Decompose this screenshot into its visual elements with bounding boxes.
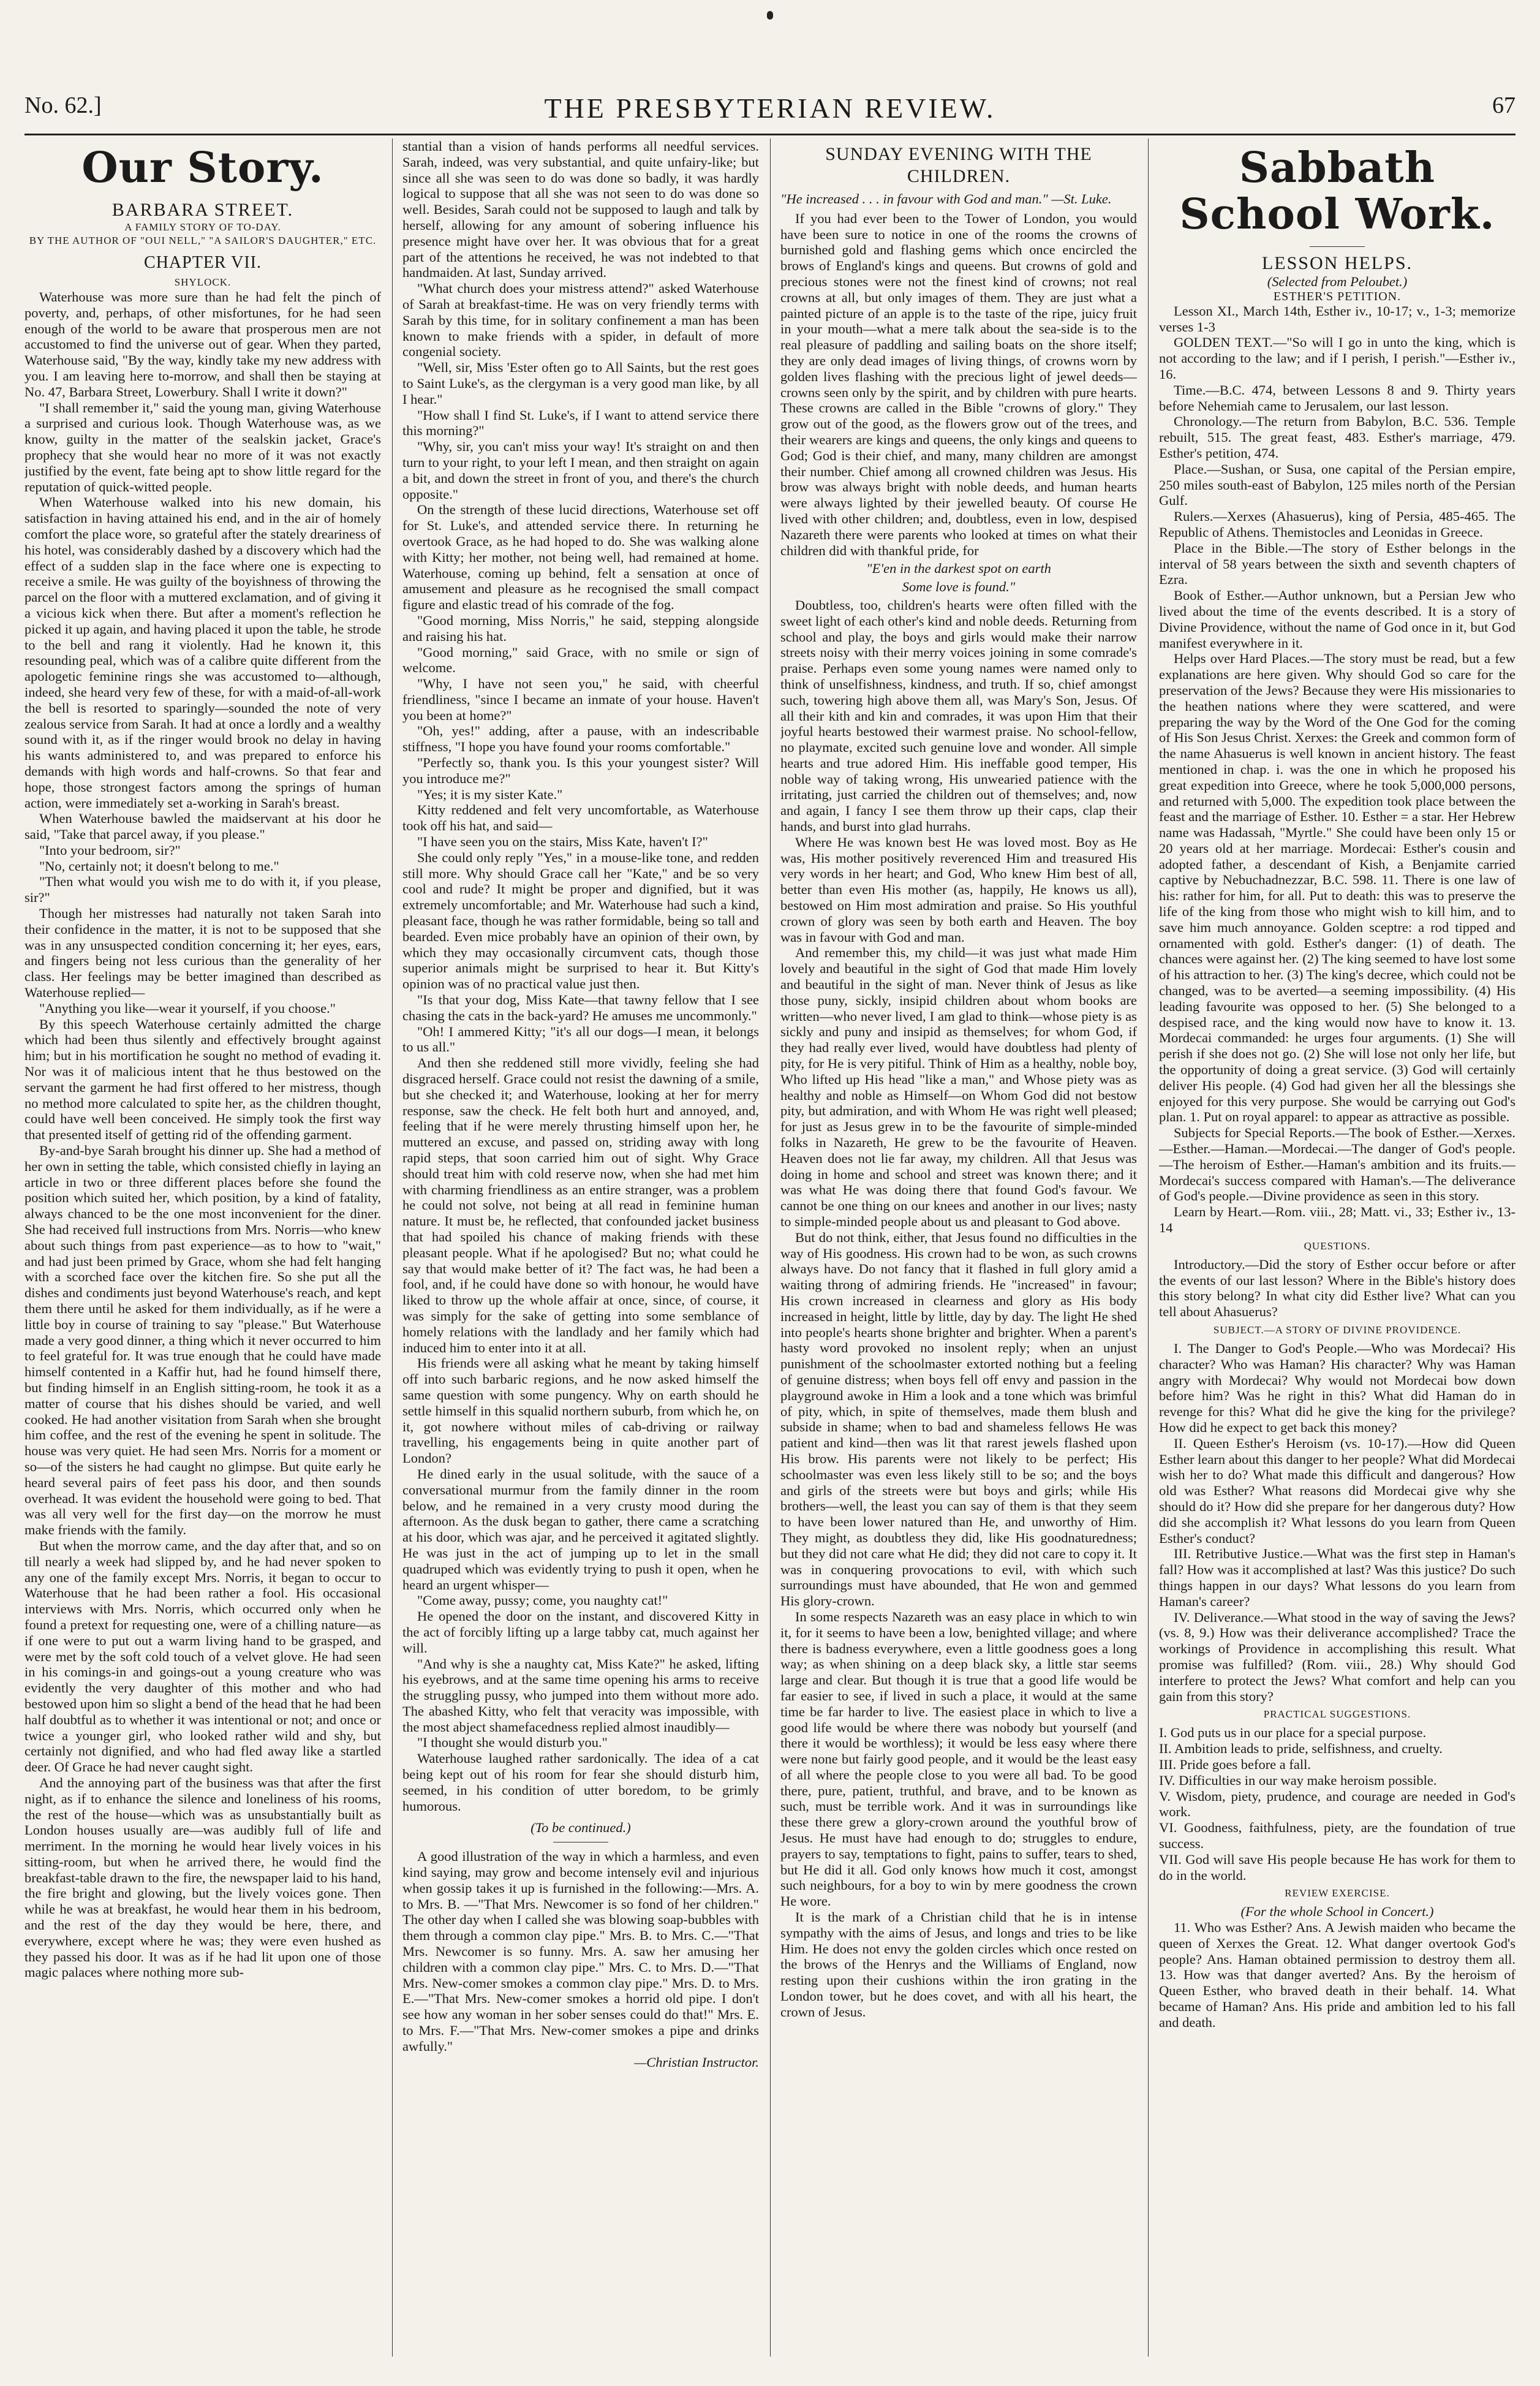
verse-line: "E'en in the darkest spot on earth [866,561,1051,577]
paragraph: By this speech Waterhouse certainly admitted the charge which had been thus silently and effectively brought against him; but in his mortification he sought no method of evading it. Nor was it of malicious intent that he thus bestowed on the servant the garment he had first offered to her mistress, though no method more calculated to spite her, as the children thought, could have well been conceived. He simply took the first way that presented itself of getting rid of the offending garment. [25,1016,381,1143]
paragraph: Lesson XI., March 14th, Esther iv., 10-17; v., 1-3; memorize verses 1-3 [1159,303,1515,335]
issue-number: No. 62.] [25,93,102,118]
suggestion: VI. Goodness, faithfulness, piety, are the foundation of true success. [1159,1820,1515,1851]
paragraph: "Oh, yes!" adding, after a pause, with an indescribable stiffness, "I hope you have found your rooms comfortable." [402,723,759,755]
questions-heading: QUESTIONS. [1304,1240,1371,1252]
paragraph: Waterhouse was more sure than he had felt the pinch of poverty, and, perhaps, of other misfortunes, for he had seen enough of the world to be aware that prosperous men are not accustomed to find the universe out of gear. When they parted, Waterhouse said, "By the way, kindly take my new address with you. I am leaving here to-morrow, and shall then be staying at No. 47, Barbara Street, Lowerbury. Shall I write it down?" [25,289,381,400]
story-title: BARBARA STREET. [111,200,294,220]
header-rule [25,134,1515,135]
suggestion: III. Pride goes before a fall. [1159,1756,1312,1772]
paragraph: If you had ever been to the Tower of London, you would have been sure to notice in one of the rooms the crowns of burnished gold and flashing gems which once encircled the brows of England's kings and queens. But crowns of gold and precious stones were not the finest kind of crowns; not real crowns at all, but only images of them. They are just what a painted picture of an apple is to the taste of the ripe, juicy fruit in your mouth—what a mere talk about the sea-side is to the real pleasure of paddling and sailing boats on the shore itself; they are only dead images of living things, of crowns worn by golden lives flashing with the precious light of jewel deeds—crowns seen only by the spirit, and by children with pure hearts. These crowns are called in the Bible "crowns of glory." They grow out of the good, as the flowers grow out of the trees, and their wearers are kings and queens, the only kings and queens to God; God is their chief, and many, many children are amongst their number. Chief among all crowned children was Jesus. His brow was always bright with noble deeds, and human hearts were always lighted by their jewelled beauty. Of course He lived with other children; and, doubtless, even in low, despised Nazareth there were parents who looked at times on what their children did with thankful pride, for [780,210,1137,558]
paragraph: When Waterhouse walked into his new domain, his satisfaction in having attained his end, and in the air of homely comfort the place wore, so grateful after the stately dreariness of his hotel, was considerably dashed by a discovery which had the effect of a sudden slap in the face where one is expecting to receive a smile. He was guilty of the boyishness of throwing the parcel on the floor with a muttered exclamation, and of giving it a vicious kick when there. But after a moment's reflection he picked it up again, and having placed it upon the table, he strode to the bell and rang it violently. Had he known it, this resounding peal, which was of a calibre quite different from the apologetic feminine rings she was accustomed to—although, indeed, she heard very few of these, for with a maid-of-all-work the bell is resorted to sparingly—sounded the note of very zealous service from Sarah. It had at once a lordly and a wealthy sound with it, as if the ringer would brook no delay in having his wants administered to, and was prepared to enforce his demands with high words and half-crowns. So that fear and hope, those strongest factors among the springs of human action, were immediately set a-working in Sarah's breast. [25,494,381,811]
paragraph: "I have seen you on the stairs, Miss Kate, haven't I?" [417,834,708,850]
section-heading: Sabbath School Work. [1179,143,1495,239]
paragraph: 11. Who was Esther? Ans. A Jewish maiden who became the queen of Xerxes the Great. 12. What danger overtook God's people? Ans. Haman obtained permission to destroy them all. 13. How was that danger averted? Ans. By the heroism of Queen Esther, who braved death in their behalf. 14. What became of Haman? Ans. His pride and ambition led to his fall and death. [1159,1920,1515,2030]
page-number: 67 [1492,93,1515,118]
paragraph: Waterhouse laughed rather sardonically. The idea of a cat being kept out of his room for fear she should disturb him, seemed, in his condition of utter boredom, to be grimly humorous. [402,1751,759,1814]
subject-heading: SUBJECT.—A STORY OF DIVINE PROVIDENCE. [1213,1324,1462,1336]
paragraph: "Perfectly so, thank you. Is this your youngest sister? Will you introduce me?" [402,755,759,786]
paragraph: stantial than a vision of hands performs all needful services. Sarah, indeed, was very substantial, and quite unfairy-like; but since all she was seen to do was done so badly, it was hardly logical to suppose that all she was not seen to do was done so well. Besides, Sarah could not be supposed to laugh and talk by herself, allowing for any amount of sobering influence his presence might have over her. It was obvious that for a great part of the attentions he received, he was not indebted to that handmaiden. At last, Sunday arrived. [402,138,759,281]
paragraph: By-and-bye Sarah brought his dinner up. She had a method of her own in setting the table, which consisted chiefly in laying an article in two or three different places before she found the position which suited her, which position, by a kind of fatality, always chanced to be the one most inconvenient for the diner. She had received full instructions from Mrs. Norris—who knew about such things from past experience—as to how to "wait," and had just been primed by Grace, whom she had felt hanging with a scorched face over the kitchen fire. So she put all the dishes and condiments just beyond Waterhouse's reach, and kept them there until he asked for them individually, as if he were a little boy in course of training to say "please." But Waterhouse made a very good dinner, a thing which it never occurred to him to feel grateful for. It was true enough that he could have made himself contented in a Kaffir hut, had he found himself there, but finding himself in an English sitting-room, he took it as a matter of course that his dishes should be varied, and well cooked. He had another visitation from Sarah when she brought him coffee, and the rest of the evening he spent in solitude. The house was very quiet. He had seen Mrs. Norris for a moment or so—of the sisters he had caught no glimpse. But quite early he heard several pairs of feet pass his door, and then sounds overhead. It was evident the household were going to bed. That was all very well for the first day—on the morrow he must make friends with the family. [25,1143,381,1538]
paragraph: He opened the door on the instant, and discovered Kitty in the act of forcibly lifting up a large tabby cat, much against her will. [402,1608,759,1656]
verse-line: Some love is found." [902,579,1016,595]
lesson-helps-heading: LESSON HELPS. [1261,253,1413,273]
paragraph: And remember this, my child—it was just what made Him lovely and beautiful in the sight of God that made Him lovely and beautiful in the sight of man. Never think of Jesus as like those puny, sickly, insipid children about whom books are written—who never lived, I am glad to think—whose piety is as sickly and puny and insipid as themselves; for whom God, if they had really ever lived, would have doubtless had plenty of pity, for He is very pitiful. Think of Him as a healthy, noble boy, Who lifted up His head "like a man," and Whose piety was as healthy and noble as Himself—on Whom God did not bestow pity, but admiration, and with Whom He was right well pleased; for just as Jesus grew in to be the favourite of simple-minded folks in Nazareth, He grew to be the favourite of Heaven. Heaven does not lie far away, my children. All that Jesus was doing in home and school and street was known there; and it was what He was doing there that found God's favour. We cannot be one thing on our knees and another in our lives; nasty to simple-minded people about us and pleasant to God above. [780,945,1137,1229]
paragraph: Introductory.—Did the story of Esther occur before or after the events of our last lesson? Where in the Bible's history does this story belong? In what city did Esther live? What can you tell about Ahasuerus? [1159,1256,1515,1320]
publication-title: THE PRESBYTERIAN REVIEW. [544,93,996,124]
section-heading: SUNDAY EVENING WITH THE CHILDREN. [825,144,1092,186]
source-credit: —Christian Instructor. [634,2054,759,2070]
selected-from: (Selected from Peloubet.) [1267,274,1408,289]
lesson-title: ESTHER'S PETITION. [1273,289,1402,303]
paragraph: When Waterhouse bawled the maidservant at his door he said, "Take that parcel away, if you please." [25,811,381,843]
paragraph: Helps over Hard Places.—The story must be read, but a few explanations are here given. Why should God so care for the preservation of the Jews? Because they were His missionaries to the heathen nations where they were scattered, and were preparing the way by the Word of the One God for the coming of His Son Jesus Christ. Xerxes: the Greek and common form of the name Ahasuerus is well known in ancient history. The feast mentioned in chap. i. was the one in which he proposed his great expedition into Greece, where he took 5,000,000 persons, and returned with 5,000. The expedition took place between the feast and the marriage of Esther. 10. Esther = a star. Her Hebrew name was Hadassah, "Myrtle." She could have been only 15 or 20 years old at her marriage. Mordecai: Esther's cousin and adopted father, a descendant of Kish, a Benjamite carried captive by Nebuchadnezzar, B.C. 598. 11. There is one law of his: rather for him, for all. Put to death: this was to preserve the life of the king from those who might wish to kill him, and to save him much annoyance. Golden sceptre: a rod tipped and ornamented with gold. Esther's danger: (1) of death. The chances were against her. (2) The king seemed to have lost some of his attraction to her. (3) The king's decree, which could not be changed, was to be averted—a seeming impossibility. (4) His leading favourite was opposed to her. (5) She belonged to a despised race, and the king would now have to know it. 13. Mordecai commanded: he urges four arguments. (1) She will perish if she does not go. (2) She will lose not only her life, but the opportunity of doing a great service. (3) God will certainly deliver His people. (4) God had given her all the blessings she enjoyed for this very purpose. She would be carrying out God's plan. 1. Put on royal apparel: to appear as attractive as possible. [1159,651,1515,1125]
chapter-title: SHYLOCK. [174,276,232,288]
paragraph: "Then what would you wish me to do with it, if you please, sir?" [25,874,381,906]
paragraph: "Oh! I ammered Kitty; "it's all our dogs—I mean, it belongs to us all." [402,1023,759,1055]
paragraph: A good illustration of the way in which a harmless, and even kind saying, may grow and become intensely evil and injurious when gossip takes it up is furnished in the following:—Mrs. A. to Mrs. B. —"That Mrs. Newcomer is so fond of her children." The other day when I called she was blowing soap-bubbles with them through a common clay pipe." Mrs. B. to Mrs. C.—"That Mrs. Newcomer is so funny. Mrs. A. saw her amusing her children with a common clay pipe." Mrs. C. to Mrs. D.—"That Mrs. New-comer smokes a common clay pipe." Mrs. D. to Mrs. E.—"That Mrs. New-comer smokes a horrid old pipe. I don't see how any woman in her sober senses could do that!" Mrs. E. to Mrs. F.—"That Mrs. New-comer smokes a pipe and drinks awfully." [402,1849,759,2054]
article-columns [25,138,1515,2357]
suggestion: IV. Difficulties in our way make heroism possible. [1159,1772,1437,1788]
story-byline: BY THE AUTHOR OF "OUI NELL," "A SAILOR'S DAUGHTER," ETC. [29,235,377,246]
suggestion: V. Wisdom, piety, prudence, and courage are needed in God's work. [1159,1788,1515,1820]
column-2 [402,138,759,2357]
paragraph: III. Retributive Justice.—What was the first step in Haman's fall? How was it accomplished at last? Was this justice? Do such things happen in our days? What lessons do you learn from Haman's career? [1159,1546,1515,1609]
paragraph: GOLDEN TEXT.—"So will I go in unto the king, which is not according to the law; and if I perish, I perish."—Esther iv., 16. [1159,335,1515,382]
paragraph: "And why is she a naughty cat, Miss Kate?" he asked, lifting his eyebrows, and at the same time opening his arms to receive the struggling pussy, who jumped into them without more ado. The abashed Kitty, who felt that veracity was impossible, with the most abject shamefacedness replied almost inaudibly— [402,1656,759,1735]
paragraph: Book of Esther.—Author unknown, but a Persian Jew who lived about the time of the events described. It is a story of Divine Providence, without the name of God once in it, but God manifest everywhere in it. [1159,588,1515,651]
paragraph: Kitty reddened and felt very uncomfortable, as Waterhouse took off his hat, and said— [402,802,759,834]
paragraph: But do not think, either, that Jesus found no difficulties in the way of His goodness. His crown had to be won, as such crowns always have. Do not fancy that it flashed in full glory amid a waiting throng of admiring friends. He "increased" in favour; His crown increased in clearness and glory as His body increased in height, little by little, day by day. The light He shed into people's hearts shone brighter and brighter. When a parent's hasty word provoked no insolent reply; when an unjust punishment of the schoolmaster extorted nothing but a feeling of genuine distress; when boys fell off envy and passion in the playground awoke in Him a look and a tone which was brimful of pity, which, in spite of themselves, made them blush and subside in shame; when to bad and shameless fellows He was patient and kind—then was lit that rarest jewels flashed upon His brow. His parents were not likely to be perfect; His schoolmaster was even less likely still to be so; and the boys and girls of the streets were but boys and girls; while His brothers—well, the least you can say of them is that they seem to have been lower natured than He, and unworthy of Him. They might, as doubtless they did, like His goodnaturedness; but they did not care what He did; they did not care to copy it. It was in conquering provocations to evil, with which such surroundings must have abounded, that He won and gemmed His glory-crown. [780,1229,1137,1609]
paragraph: Place in the Bible.—The story of Esther belongs in the interval of 58 years between the sixth and seventh chapters of Ezra. [1159,540,1515,588]
review-subheading: (For the whole School in Concert.) [1240,1904,1434,1920]
paragraph: Where He was known best He was loved most. Boy as He was, His mother positively reverenced Him and treasured His very words in her heart; and God, Who knew Him best of all, better than even His mother (as, happily, He knows us all), bestowed on Him most admiration and praise. So His youthful crown of glory was seen by both earth and Heaven. The boy was in favour with God and man. [780,834,1137,945]
paragraph: "Why, I have not seen you," he said, with cheerful friendliness, "since I became an inmate of your house. Haven't you been at home?" [402,676,759,723]
paragraph: "Is that your dog, Miss Kate—that tawny fellow that I see chasing the cats in the back-yard? He amuses me uncommonly." [402,992,759,1023]
story-subtitle: A FAMILY STORY OF TO-DAY. [124,221,281,233]
page-header [25,92,1515,129]
column-1 [25,138,381,2357]
paragraph: Time.—B.C. 474, between Lessons 8 and 9. Thirty years before Nehemiah came to Jerusalem, our last lesson. [1159,382,1515,414]
paragraph: Rulers.—Xerxes (Ahasuerus), king of Persia, 485-465. The Republic of Athens. Themistocles and Leonidas in Greece. [1159,509,1515,540]
paragraph: In some respects Nazareth was an easy place in which to win it, for it seems to have been a low, benighted village; and where there is badness everywhere, even a little goodness goes a long way; as when shining on a deep black sky, a little star seems large and clear. But though it is true that a good life would be far easier to see, if lived in such a place, it would at the same time be far harder to live. The easiest place in which to live a good life would be where there was nobody but yourself (and there it would be worthless); it would be less easy where there were none but fairly good people, and it would be the least easy of all where the people close to you were all bad. To be good there, pure, patient, truthful, and brave, and to be known as such, must be terrible work. And it was in surroundings like these there grew a glory-crown around the youthful brow of Jesus. He must have had enough to do; struggles to endure, prayers to say, temptations to fight, pains to suffer, tears to shed, but He did it all. God only knows how much it cost, amongst such neighbours, for a boy to win by mere goodness the crown He wore. [780,1608,1137,1909]
practical-heading: PRACTICAL SUGGESTIONS. [1263,1708,1411,1721]
column-3 [780,138,1137,2357]
paragraph: "Yes; it is my sister Kate." [417,786,563,802]
paragraph: "Why, sir, you can't miss your way! It's straight on and then turn to your right, to your left I mean, and then straight on again a bit, and down the street in front of you, and there's the church opposite." [402,439,759,502]
column-4 [1159,138,1515,2357]
paragraph: He dined early in the usual solitude, with the sauce of a conversational murmur from the family dinner in the room below, and he remained in a very crusty mood during the afternoon. As the dusk began to gather, there came a scratching at his door, which was ajar, and he perceived it agitated slightly. He was just in the act of jumping up to let in the small quadruped which was evidently trying to push it open, when he heard an urgent whisper— [402,1466,759,1593]
paragraph: "Come away, pussy; come, you naughty cat!" [417,1593,668,1608]
paragraph: On the strength of these lucid directions, Waterhouse set off for St. Luke's, and attended service there. In returning he overtook Grace, as he had hoped to do. She was walking alone with Kitty; her mother, not being well, had remained at home. Waterhouse, coming up behind, felt a sensation at once of amusement and pleasure as he recognised the small compact figure and elastic tread of his comrade of the fog. [402,502,759,613]
paragraph: "Well, sir, Miss 'Ester often go to All Saints, but the rest goes to Saint Luke's, as the clergyman is a very good man like, by all I hear." [402,360,759,407]
chapter-number: CHAPTER VII. [144,253,262,272]
paragraph: Place.—Sushan, or Susa, one capital of the Persian empire, 250 miles south-east of Babylon, 125 miles north of the Persian Gulf. [1159,461,1515,509]
paragraph: "I shall remember it," said the young man, giving Waterhouse a surprised and curious look. Though Waterhouse was, as we know, guilty in the matter of the sealskin jacket, Grace's prophecy that she would hear no more of it was not exactly justified by the event, fate being apt to show little regard for the reputation of quick-witted people. [25,400,381,494]
paragraph: It is the mark of a Christian child that he is in intense sympathy with the aims of Jesus, and longs and tries to be like Him. He does not envy the golden circles which once rested on the brows of the Henrys and the Williams of England, now resting upon their cushions within the iron grating in the London tower, but he does covet, and with all his heart, the crown of Jesus. [780,1909,1137,2020]
paragraph: And then she reddened still more vividly, feeling she had disgraced herself. Grace could not resist the dawning of a smile, but she checked it; and Waterhouse, looking at her for merry response, saw the check. He felt both hurt and annoyed, and, feeling that if he were merely thrusting himself upon her, he muttered an excuse, and passed on, striding away with long rapid steps, that soon carried him out of sight. Why Grace should treat him with cold reserve now, when she had met him with charming friendliness as an entire stranger, was a problem he could not solve, not being at all read in feminine human nature. It must be, he reflected, that confounded jacket business that had spoiled his chance of making friends with these pleasant people. What if he apologised? But no; what could he say that would make better of it? The fact was, he had been a fool, and, if he could have done so with honour, he would have liked to throw up the whole affair at once, since, of course, it was simply for the sake of getting into some semblance of homely relations with the landlady and her family which had induced him to enter into it at all. [402,1055,759,1355]
paragraph: "No, certainly not; it doesn't belong to me." [39,858,279,874]
paragraph: I. The Danger to God's People.—Who was Mordecai? His character? Who was Haman? His character? Why was Haman angry with Mordecai? Why would not Mordecai bow down before him? Was he right in this? What did Haman do in revenge for this? What did he give the king for the privilege? How did he expect to get back this money? [1159,1341,1515,1435]
continued-note: (To be continued.) [530,1820,631,1836]
suggestion: I. God puts us in our place for a special purpose. [1159,1725,1427,1741]
paragraph: "How shall I find St. Luke's, if I want to attend service there this morning?" [402,407,759,439]
review-heading: REVIEW EXERCISE. [1285,1887,1390,1899]
paragraph: "Anything you like—wear it yourself, if you choose." [39,1000,336,1016]
paragraph: "I thought she would disturb you." [417,1735,608,1751]
paragraph: His friends were all asking what he meant by taking himself off into such barbaric regions, and he now asked himself the same question with some pungency. Why on earth should he settle himself in this squalid northern suburb, from which he, on it, got nowhere without miles of cab-driving or railway travelling, his engagements being in quite another part of London? [402,1355,759,1466]
paragraph: She could only reply "Yes," in a mouse-like tone, and redden still more. Why should Grace call her "Kate," and be so very cool and rude? It might be proper and dignified, but it was extremely uncomfortable; and Mr. Waterhouse had such a kind, pleasant face, though he was rather formidable, being so tall and bearded. Even mice probably have an opinion of their own, by which they may occasionally circumvent cats, though those superior animals might be surprised to hear it. But Kitty's opinion was of no practical value just then. [402,849,759,992]
paragraph: But when the morrow came, and the day after that, and so on till nearly a week had slipped by, and he had never spoken to any one of the family except Mrs. Norris, it began to occur to Waterhouse that he had been rather a fool. His occasional interviews with Mrs. Norris, which occurred only when he found a pretext for requesting one, were of a chilling nature—as if one were to put out a warm living hand to be grasped, and were met by the soft cold touch of a velvet glove. He had seen in his comings-in and goings-out a young creature who was evidently the very daughter of this mother and who had bestowed upon him so slight a bend of the head that he had been half doubtful as to whether it was intentional or not; and once or twice a younger girl, who looked rather wild and shy, but certainly not dignified, and who had fled away like a startled deer. Of Grace he had never caught sight. [25,1537,381,1775]
paragraph: "Good morning, Miss Norris," he said, stepping alongside and raising his hat. [402,612,759,644]
page-mark [767,11,773,20]
suggestion: II. Ambition leads to pride, selfishness, and cruelty. [1159,1741,1443,1757]
paragraph: Learn by Heart.—Rom. viii., 28; Matt. vi., 33; Esther iv., 13-14 [1159,1204,1515,1236]
paragraph: Though her mistresses had naturally not taken Sarah into their confidence in the matter, it is not to be supposed that she was in any unsuspected condition concerning it; her eyes, ears, and fingers being not less curious than the generality of her class. Her feelings may be better imagined than described as Waterhouse replied— [25,906,381,1001]
paragraph: "Into your bedroom, sir?" [39,842,181,858]
paragraph: Chronology.—The return from Babylon, B.C. 536. Temple rebuilt, 515. The great feast, 483. Esther's marriage, 479. Esther's petition, 474. [1159,414,1515,461]
epigraph: "He increased . . . in favour with God and man." —St. Luke. [780,191,1112,206]
section-heading: Our Story. [81,143,324,192]
paragraph: II. Queen Esther's Heroism (vs. 10-17).—How did Queen Esther learn about this danger to her people? What did Mordecai wish her to do? What made this difficult and dangerous? How old was Esther? What reasons did Mordecai give why she should do it? How did she prepare for her dangerous duty? How did she accomplish it? What lessons do you learn from Queen Esther's conduct? [1159,1435,1515,1546]
paragraph: IV. Deliverance.—What stood in the way of saving the Jews? (vs. 8, 9.) How was their deliverance accomplished? Trace the workings of Providence in accomplishing this result. What promise was fulfilled? (Rom. viii., 28.) Why should God interfere to protect the Jews? What comfort and help can you gain from this story? [1159,1609,1515,1704]
paragraph: Subjects for Special Reports.—The book of Esther.—Xerxes.—Esther.—Haman.—Mordecai.—The danger of God's people.—The heroism of Esther.—Haman's ambition and its fruits.—Mordecai's success compared with Haman's.—The deliverance of God's people.—Divine providence as seen in this story. [1159,1125,1515,1204]
paragraph: "Good morning," said Grace, with no smile or sign of welcome. [402,644,759,676]
separator-rule [553,1842,608,1843]
paragraph: And the annoying part of the business was that after the first night, as if to enhance the silence and loneliness of his rooms, the rest of the house—which was as unsubstantially built as London houses usually are—was audibly full of life and merriment. In the morning he would hear lively voices in his sitting-room, but when he arrived there, he would find the breakfast-table drawn to the fire, the newspaper laid to his hand, the fire bright and glowing, but the lively voices gone. Then while he was at breakfast, he would hear them in his bedroom, and the rest of the day they would be here, there, and everywhere, except where he was; they were even hushed as they passed his door. It was as if he had lit upon one of those magic palaces where nothing more sub- [25,1774,381,1980]
paragraph: Doubtless, too, children's hearts were often filled with the sweet light of each other's kind and noble deeds. Returning from school and play, the boys and girls would make their narrow streets noisy with their merry voices joining in some comrade's praise. Perhaps even some young names were named only to think of unselfishness, kindness, and truth. If so, chief amongst such, towering high above them all, was Mary's Son, Jesus. Of all their kith and kin and comrades, it was upon Him that their joyful hearts bestowed their warmest praise. No school-fellow, no playmate, excited such genuine love and wonder. All simple hearts and true adored Him. His ineffable good temper, His noble way of taking wrong, His unwearied patience with the irritating, just carried the children out of themselves; and, now and again, I fancy I see them throw up their caps, clap their hands, and burst into glad hurrahs. [780,597,1137,835]
suggestion: VII. God will save His people because He has work for them to do in the world. [1159,1851,1515,1883]
separator-rule [1310,246,1365,247]
paragraph: "What church does your mistress attend?" asked Waterhouse of Sarah at breakfast-time. He was on very friendly terms with Sarah by this time, for in solitary confinement a man has been known to make friends with a spider, in default of more congenial society. [402,281,759,360]
